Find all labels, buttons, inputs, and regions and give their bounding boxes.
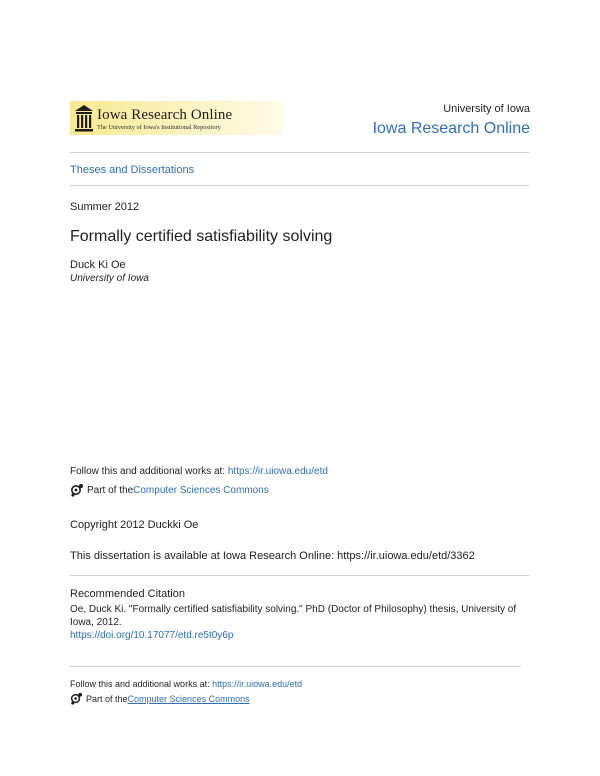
computer-sciences-commons-link[interactable]: Computer Sciences Commons [133,484,269,496]
author-affiliation: University of Iowa [70,273,149,284]
iowa-research-online-logo[interactable] [70,101,282,135]
repository-link[interactable]: Iowa Research Online [372,120,530,137]
footer-part-of-line [70,692,250,705]
network-icon [70,483,84,497]
university-name: University of Iowa [443,103,530,115]
footer-follow-prefix: Follow this and additional works at: [70,679,213,689]
logo-subtitle: The University of Iowa's Institutional Repository [97,124,221,131]
footer-commons-link[interactable]: Computer Sciences Commons [127,693,250,704]
divider [70,152,529,153]
part-of-line [70,483,269,497]
doi-link[interactable]: https://doi.org/10.17077/etd.re5t0y6p [70,630,234,641]
part-of-prefix: Part of the [87,484,134,496]
footer-follow-line [70,679,302,689]
document-title: Formally certified satisfiability solving [70,228,333,245]
publication-date: Summer 2012 [70,201,140,213]
recommended-citation-heading: Recommended Citation [70,588,185,600]
follow-url-link[interactable]: https://ir.uiowa.edu/etd [227,466,328,477]
author-name: Duck Ki Oe [70,259,126,271]
divider [70,666,521,667]
building-icon [74,104,94,132]
availability-statement: This dissertation is available at Iowa Research Online: https://ir.uiowa.edu/etd/3362 [70,550,475,562]
footer-part-of-prefix: Part of the [86,693,128,704]
divider [70,575,529,576]
divider [70,185,529,186]
follow-prefix: Follow this and additional works at: [70,466,228,477]
follow-line [70,466,328,477]
network-icon [70,692,83,705]
collection-link[interactable]: Theses and Dissertations [70,164,195,176]
footer-follow-url-link[interactable]: https://ir.uiowa.edu/etd [212,679,303,689]
logo-title: Iowa Research Online [97,107,233,123]
citation-text: Oe, Duck Ki. "Formally certified satisfiability solving." PhD (Doctor of Philosophy) thesis, University of Iowa, 2012. [70,604,517,628]
copyright-notice: Copyright 2012 Duckki Oe [70,519,199,531]
